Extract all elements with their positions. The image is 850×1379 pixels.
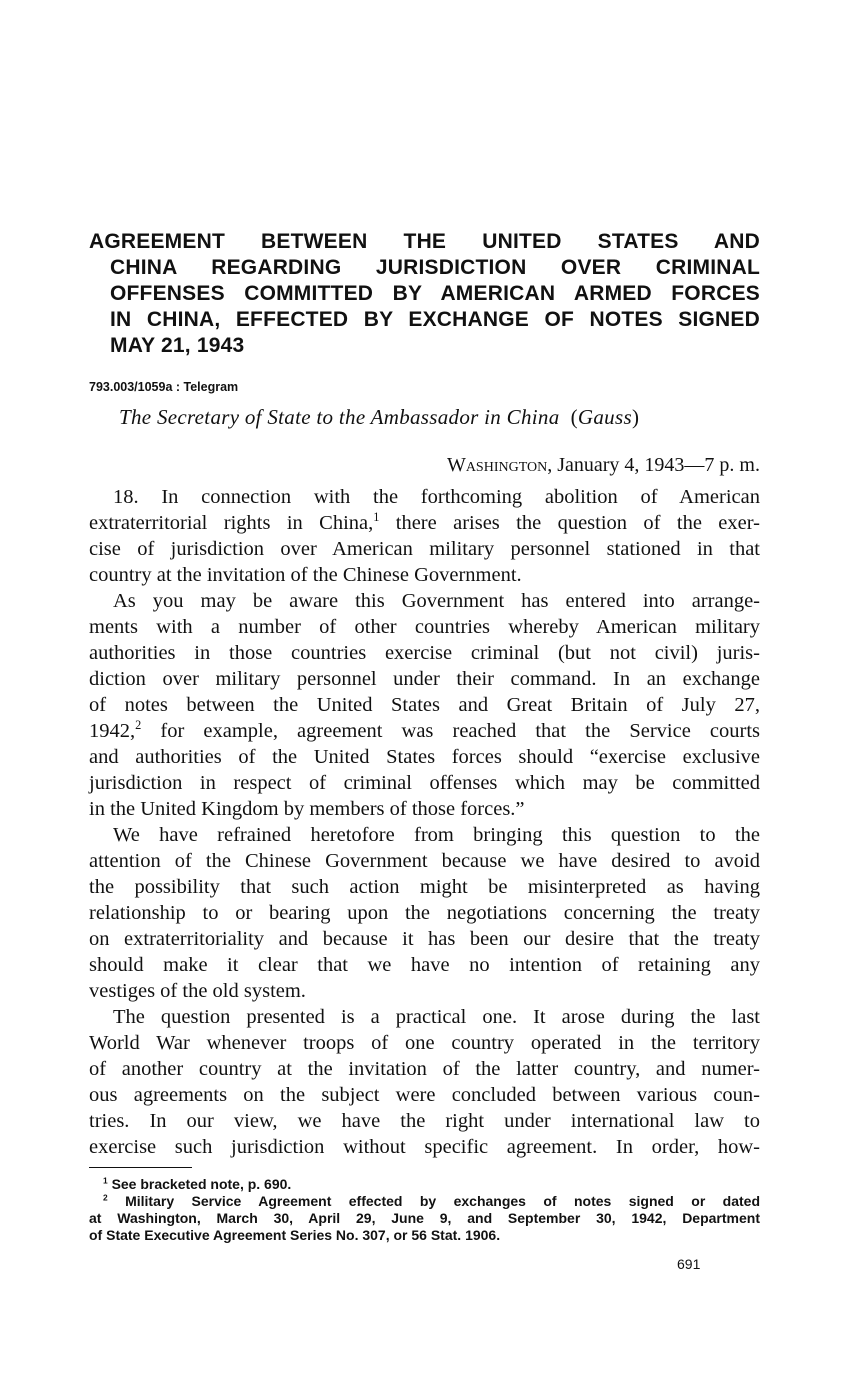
paragraph-line: country at the invitation of the Chinese Government. [89,564,522,586]
dateline-date: , January 4, 1943—7 p. m. [547,454,760,476]
footnote-ref: 1 [373,510,380,525]
footnote-line: of State Executive Agreement Series No. 307, or 56 Stat. 1906. [89,1227,501,1243]
footnote-line [89,1176,760,1193]
paragraph-line: on extraterritoriality and because it has been our desire that the treaty [89,928,760,950]
footnote-marker: 2 [103,1192,108,1203]
heading-text: The Secretary of State to the Ambassador in China [119,405,560,429]
paragraph-line: vestiges of the old system. [89,980,306,1002]
heading-paren-close: ) [631,405,640,429]
paragraph-line: relationship to or bearing upon the negotiations concerning the treaty [89,902,760,924]
paragraph-line: jurisdiction in respect of criminal offenses which may be committed [89,772,760,794]
paragraph [89,822,760,1004]
paragraph-line: diction over military personnel under their command. In an exchange [89,668,760,690]
paragraph-line: tries. In our view, we have the right under international law to [89,1110,760,1132]
paragraph-line [89,510,760,536]
paragraph-line: ments with a number of other countries whereby American military [89,616,760,638]
footnote [89,1193,760,1244]
document-title [89,229,760,359]
line-text: extraterritorial rights in China, [89,512,374,534]
title-line: AGREEMENT BETWEEN THE UNITED STATES AND [89,230,760,253]
paragraph [89,484,760,588]
paragraph-line: of another country at the invitation of the latter country, and numer- [89,1058,760,1080]
footnote-marker: 1 [103,1175,108,1186]
title-line: MAY 21, 1943 [110,334,245,357]
title-line: CHINA REGARDING JURISDICTION OVER CRIMINAL [110,256,760,279]
file-number: 793.003/1059a : Telegram [89,380,239,394]
paragraph-line: cise of jurisdiction over American military personnel stationed in that [89,538,760,560]
footnote-divider [89,1167,192,1168]
paragraph-line: exercise such jurisdiction without specific agreement. In order, how- [89,1136,760,1158]
paragraph-line: should make it clear that we have no intention of retaining any [89,954,760,976]
paragraph-line: The question presented is a practical one. It arose during the last [113,1006,760,1028]
paragraph-line: authorities in those countries exercise criminal (but not civil) juris- [89,642,760,664]
heading-name: Gauss [577,405,632,429]
paragraph-line: attention of the Chinese Government because we have desired to avoid [89,850,760,872]
line-text: for example, agreement was reached that the Service courts [141,720,760,742]
line-text: 1942, [89,720,136,742]
letter-body [89,484,760,1160]
paragraph-line: the possibility that such action might be misinterpreted as having [89,876,760,898]
document-page [89,0,760,1379]
title-line: OFFENSES COMMITTED BY AMERICAN ARMED FORCES [110,282,760,305]
heading-paren-open: ( [570,405,578,429]
title-line: IN CHINA, EFFECTED BY EXCHANGE OF NOTES SIGNED [110,308,760,331]
footnote-text: See bracketed note, p. 690. [111,1176,292,1192]
paragraph-line: in the United Kingdom by members of those forces.” [89,798,525,820]
paragraph-line: We have refrained heretofore from bringing this question to the [113,824,760,846]
footnote-ref: 2 [135,718,142,733]
paragraph-line: ous agreements on the subject were concluded between various coun- [89,1084,760,1106]
footnote-text: Military Service Agreement effected by exchanges of notes signed or dated [125,1193,761,1209]
footnote-line: at Washington, March 30, April 29, June 9, and September 30, 1942, Department [89,1210,760,1226]
paragraph-line: World War whenever troops of one country operated in the territory [89,1032,760,1054]
footnote-line [89,1193,760,1210]
paragraph-line: As you may be aware this Government has entered into arrange- [113,590,760,612]
paragraph-line [89,718,760,744]
footnote [89,1176,760,1193]
dateline-place: Washington [446,454,548,476]
dateline [447,452,760,478]
paragraph-line: and authorities of the United States forces should “exercise exclusive [89,746,760,768]
document-heading [119,403,639,431]
footnotes [89,1176,760,1244]
paragraph-line: of notes between the United States and Great Britain of July 27, [89,694,760,716]
paragraph-line: 18. In connection with the forthcoming abolition of American [113,486,760,508]
paragraph [89,588,760,822]
paragraph [89,1004,760,1160]
line-text: there arises the question of the exer- [379,512,760,534]
page-number: 691 [677,1256,701,1272]
